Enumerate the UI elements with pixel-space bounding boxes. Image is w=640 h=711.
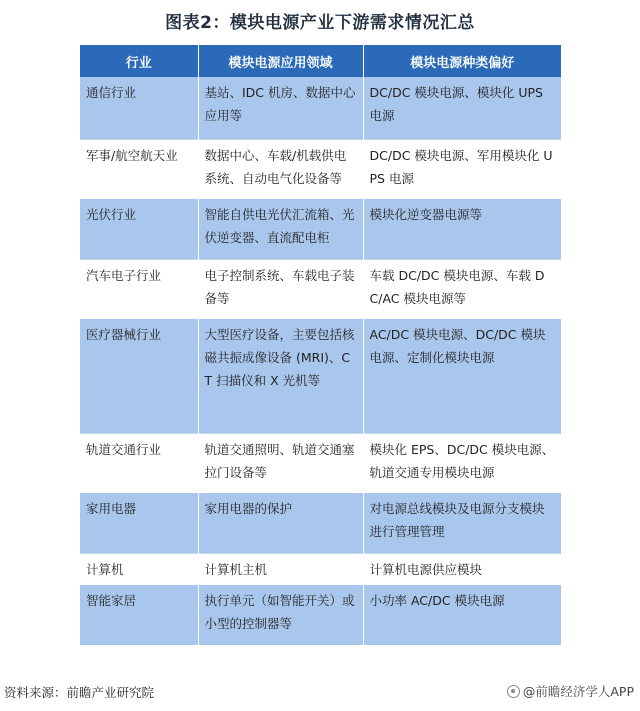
brand-text: @前瞻经济学人APP xyxy=(522,684,634,699)
table-row xyxy=(80,77,561,139)
table-row xyxy=(80,553,561,585)
cell-preference: 对电源总线模块及电源分支模块进行管理管理 xyxy=(363,493,561,553)
cell-preference: AC/DC 模块电源、DC/DC 模块电源、定制化模块电源 xyxy=(363,319,561,433)
cell-industry: 光伏行业 xyxy=(80,199,198,259)
header-industry: 行业 xyxy=(80,45,198,77)
cell-industry: 智能家居 xyxy=(80,585,198,645)
cell-application: 数据中心、车载/机载供电系统、自动电气化设备等 xyxy=(198,139,363,199)
table-row xyxy=(80,199,561,259)
source-note: 资料来源：前瞻产业研究院 xyxy=(4,685,155,700)
cell-preference: 车载 DC/DC 模块电源、车载 DC/AC 模块电源等 xyxy=(363,259,561,319)
brand-credit xyxy=(507,682,634,700)
cell-application: 计算机主机 xyxy=(198,553,363,585)
cell-industry: 汽车电子行业 xyxy=(80,259,198,319)
table-row xyxy=(80,493,561,553)
cell-preference: DC/DC 模块电源、模块化 UPS 电源 xyxy=(363,77,561,139)
cell-application: 轨道交通照明、轨道交通塞拉门设备等 xyxy=(198,433,363,493)
cell-application: 基站、IDC 机房、数据中心应用等 xyxy=(198,77,363,139)
page-title: 图表2：模块电源产业下游需求情况汇总 xyxy=(165,13,475,33)
cell-industry: 医疗器械行业 xyxy=(80,319,198,433)
demand-table xyxy=(80,45,561,645)
cell-application: 智能自供电光伏汇流箱、光伏逆变器、直流配电柜 xyxy=(198,199,363,259)
cell-industry: 家用电器 xyxy=(80,493,198,553)
cell-industry: 轨道交通行业 xyxy=(80,433,198,493)
cell-industry: 军事/航空航天业 xyxy=(80,139,198,199)
cell-preference: 模块化逆变器电源等 xyxy=(363,199,561,259)
table-header-row xyxy=(80,45,561,77)
cell-application: 电子控制系统、车载电子装备等 xyxy=(198,259,363,319)
table-row xyxy=(80,433,561,493)
cell-industry: 通信行业 xyxy=(80,77,198,139)
table-row xyxy=(80,319,561,433)
table-row xyxy=(80,139,561,199)
cell-preference: 模块化 EPS、DC/DC 模块电源、轨道交通专用模块电源 xyxy=(363,433,561,493)
cell-preference: DC/DC 模块电源、军用模块化 UPS 电源 xyxy=(363,139,561,199)
table-row xyxy=(80,585,561,645)
header-application: 模块电源应用领域 xyxy=(198,45,363,77)
cell-preference: 小功率 AC/DC 模块电源 xyxy=(363,585,561,645)
brand-logo-icon xyxy=(507,685,520,698)
table-row xyxy=(80,259,561,319)
cell-industry: 计算机 xyxy=(80,553,198,585)
header-preference: 模块电源种类偏好 xyxy=(363,45,561,77)
cell-application: 大型医疗设备，主要包括核磁共振成像设备 (MRI)、CT 扫描仪和 X 光机等 xyxy=(198,319,363,433)
cell-application: 家用电器的保护 xyxy=(198,493,363,553)
cell-preference: 计算机电源供应模块 xyxy=(363,553,561,585)
cell-application: 执行单元（如智能开关）或小型的控制器等 xyxy=(198,585,363,645)
